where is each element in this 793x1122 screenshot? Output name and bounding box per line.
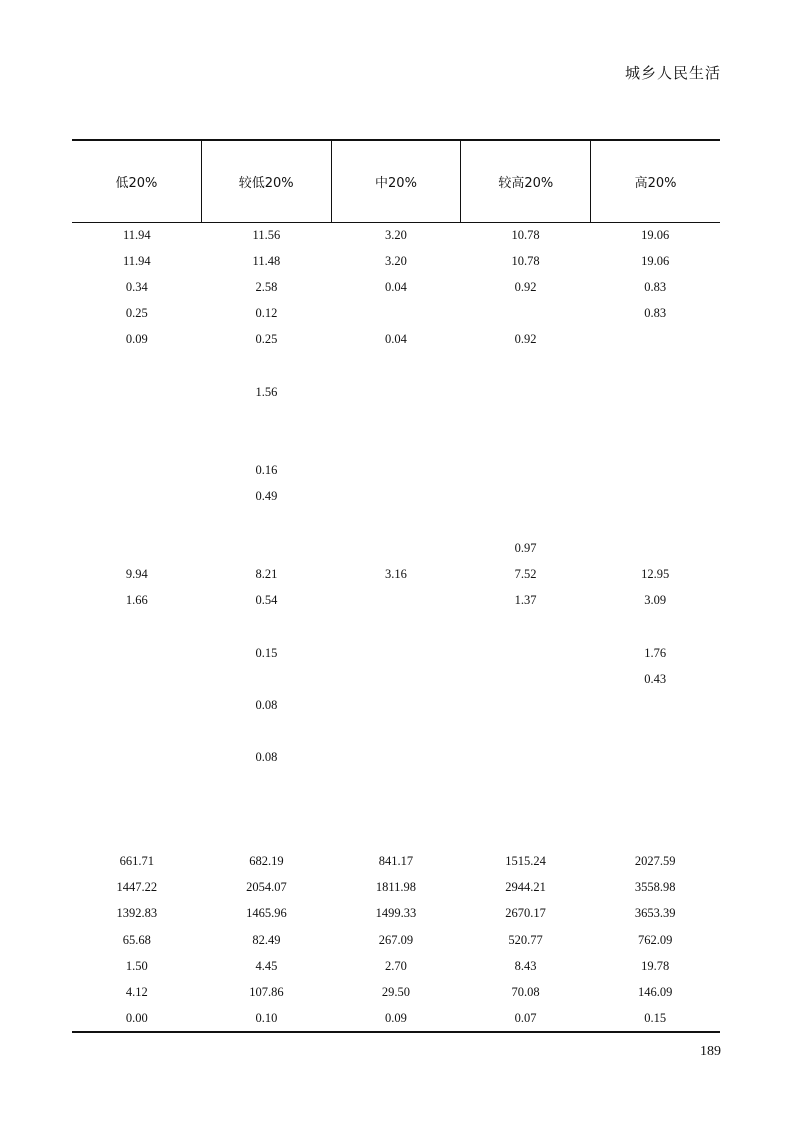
table-cell: 2054.07 bbox=[246, 880, 287, 895]
table-cell: 107.86 bbox=[249, 984, 284, 999]
table-cell bbox=[331, 457, 461, 483]
table-row bbox=[72, 405, 720, 431]
table-row bbox=[72, 509, 720, 535]
table-cell: 65.68 bbox=[122, 932, 151, 947]
page-number: 189 bbox=[700, 1044, 721, 1059]
table-cell bbox=[331, 718, 461, 744]
table-cell: 2944.21 bbox=[505, 880, 546, 895]
table-cell bbox=[72, 692, 202, 718]
table-cell bbox=[202, 405, 332, 431]
table-bottom-rule bbox=[72, 1031, 720, 1033]
table-row bbox=[72, 561, 720, 587]
table-cell bbox=[590, 483, 720, 509]
column-header-high: 高20% bbox=[590, 141, 720, 222]
table-row bbox=[72, 822, 720, 848]
table-cell bbox=[72, 509, 202, 535]
table-cell: 2.58 bbox=[255, 280, 278, 295]
table-cell: 682.19 bbox=[249, 854, 284, 869]
table-cell bbox=[331, 483, 461, 509]
table-cell bbox=[202, 822, 332, 848]
table-header bbox=[72, 139, 720, 223]
table-cell bbox=[331, 509, 461, 535]
table-cell bbox=[202, 613, 332, 639]
table-cell: 7.52 bbox=[514, 567, 537, 582]
table-row bbox=[72, 613, 720, 639]
table-cell: 3.20 bbox=[385, 228, 407, 242]
column-header-lower-middle: 较低20% bbox=[201, 141, 331, 222]
table-cell bbox=[590, 692, 720, 718]
table-cell: 1.66 bbox=[125, 593, 148, 608]
table-cell: 661.71 bbox=[119, 854, 154, 869]
table-row bbox=[72, 1005, 720, 1031]
table-cell: 1.56 bbox=[255, 384, 278, 399]
table-cell: 0.08 bbox=[255, 749, 278, 764]
table-cell bbox=[72, 744, 202, 770]
table-cell bbox=[331, 431, 461, 457]
table-row bbox=[72, 352, 720, 378]
table-cell bbox=[202, 718, 332, 744]
table-cell bbox=[590, 405, 720, 431]
table-cell bbox=[461, 405, 591, 431]
table-cell bbox=[461, 770, 591, 796]
table-row bbox=[72, 326, 720, 352]
table-cell bbox=[590, 326, 720, 352]
table-cell bbox=[461, 613, 591, 639]
table-cell bbox=[202, 352, 332, 378]
table-cell bbox=[590, 535, 720, 561]
table-cell bbox=[461, 431, 591, 457]
table-cell bbox=[590, 509, 720, 535]
table-row bbox=[72, 770, 720, 796]
table-cell: 10.78 bbox=[511, 228, 540, 242]
table-cell: 70.08 bbox=[511, 984, 540, 999]
table-cell: 1515.24 bbox=[505, 854, 546, 869]
table-cell bbox=[331, 796, 461, 822]
table-cell: 0.04 bbox=[385, 332, 407, 347]
table-cell: 0.09 bbox=[385, 1010, 407, 1025]
table-cell: 1465.96 bbox=[246, 906, 287, 921]
table-cell bbox=[461, 822, 591, 848]
table-cell: 0.43 bbox=[644, 671, 667, 686]
table-cell bbox=[331, 405, 461, 431]
table-cell bbox=[461, 692, 591, 718]
table-cell: 3.09 bbox=[644, 593, 667, 608]
table-cell bbox=[72, 405, 202, 431]
table-cell bbox=[461, 796, 591, 822]
table-cell: 3.20 bbox=[385, 254, 407, 269]
table-cell bbox=[331, 640, 461, 666]
table-cell bbox=[461, 300, 591, 326]
table-cell bbox=[461, 666, 591, 692]
table-cell bbox=[202, 509, 332, 535]
table-cell bbox=[202, 770, 332, 796]
table-cell: 0.49 bbox=[255, 488, 278, 503]
table-row bbox=[72, 848, 720, 874]
table-row bbox=[72, 874, 720, 900]
table-cell bbox=[72, 431, 202, 457]
table-cell bbox=[72, 796, 202, 822]
table-cell bbox=[72, 613, 202, 639]
table-cell: 82.49 bbox=[252, 932, 281, 947]
table-cell bbox=[72, 457, 202, 483]
table-row bbox=[72, 927, 720, 953]
table-cell: 3.16 bbox=[385, 567, 407, 582]
table-row bbox=[72, 640, 720, 666]
table-row bbox=[72, 900, 720, 926]
table-cell: 0.10 bbox=[255, 1010, 278, 1025]
table-cell: 0.92 bbox=[514, 332, 537, 347]
table-cell bbox=[461, 379, 591, 405]
table-cell: 19.78 bbox=[641, 958, 670, 973]
table-cell: 1392.83 bbox=[116, 906, 158, 921]
table-cell bbox=[72, 770, 202, 796]
table-cell: 29.50 bbox=[381, 984, 411, 999]
table-cell: 2027.59 bbox=[634, 854, 676, 869]
table-cell bbox=[72, 666, 202, 692]
table-cell: 0.92 bbox=[514, 280, 537, 295]
running-header: 城乡人民生活 bbox=[624, 66, 721, 82]
table-row bbox=[72, 796, 720, 822]
table-cell bbox=[72, 483, 202, 509]
table-cell: 3558.98 bbox=[634, 880, 676, 895]
table-cell: 0.54 bbox=[255, 593, 278, 608]
table-cell bbox=[461, 744, 591, 770]
data-table-body bbox=[72, 222, 720, 1031]
table-cell bbox=[461, 640, 591, 666]
table-cell bbox=[331, 692, 461, 718]
table-cell: 19.06 bbox=[641, 254, 670, 269]
table-cell: 0.07 bbox=[514, 1010, 537, 1025]
table-cell bbox=[331, 770, 461, 796]
table-cell bbox=[461, 457, 591, 483]
table-cell: 1447.22 bbox=[116, 880, 158, 895]
table-cell: 11.56 bbox=[252, 228, 281, 242]
table-cell: 841.17 bbox=[378, 854, 414, 869]
table-cell bbox=[331, 666, 461, 692]
table-cell: 267.09 bbox=[378, 932, 414, 947]
table-cell bbox=[72, 640, 202, 666]
table-cell bbox=[331, 352, 461, 378]
table-cell bbox=[590, 379, 720, 405]
table-cell: 0.25 bbox=[255, 332, 278, 347]
table-cell: 1811.98 bbox=[375, 880, 417, 895]
table-cell: 0.15 bbox=[644, 1010, 667, 1025]
column-header-low: 低20% bbox=[115, 176, 158, 191]
table-cell: 1.37 bbox=[514, 593, 537, 608]
table-cell: 10.78 bbox=[511, 254, 540, 269]
table-cell bbox=[331, 300, 461, 326]
table-row bbox=[72, 535, 720, 561]
table-cell: 19.06 bbox=[641, 228, 670, 242]
table-cell bbox=[72, 718, 202, 744]
table-cell: 0.12 bbox=[255, 306, 278, 321]
table-cell bbox=[331, 535, 461, 561]
table-cell: 0.25 bbox=[125, 306, 148, 321]
table-cell: 3653.39 bbox=[634, 906, 676, 921]
table-row bbox=[72, 379, 720, 405]
table-row bbox=[72, 483, 720, 509]
table-cell bbox=[590, 796, 720, 822]
column-header-upper-middle: 较高20% bbox=[460, 141, 590, 222]
table-row bbox=[72, 457, 720, 483]
table-cell bbox=[331, 744, 461, 770]
table-cell bbox=[72, 352, 202, 378]
table-cell bbox=[202, 535, 332, 561]
table-cell: 0.15 bbox=[255, 645, 278, 660]
table-cell bbox=[461, 718, 591, 744]
table-cell bbox=[590, 431, 720, 457]
table-row bbox=[72, 666, 720, 692]
table-cell bbox=[590, 352, 720, 378]
table-row bbox=[72, 222, 720, 248]
table-cell: 762.09 bbox=[637, 932, 673, 947]
table-cell: 146.09 bbox=[637, 984, 673, 999]
table-cell: 11.94 bbox=[122, 228, 151, 242]
table-cell: 0.16 bbox=[255, 462, 278, 477]
table-row bbox=[72, 248, 720, 274]
table-cell bbox=[202, 431, 332, 457]
table-cell bbox=[590, 613, 720, 639]
table-row bbox=[72, 300, 720, 326]
header-row bbox=[72, 141, 720, 222]
table-cell: 1.76 bbox=[644, 645, 667, 660]
table-cell: 520.77 bbox=[508, 932, 543, 947]
table-cell: 8.43 bbox=[514, 958, 537, 973]
table-cell: 8.21 bbox=[255, 567, 278, 582]
table-cell: 9.94 bbox=[125, 567, 148, 582]
table-cell: 0.34 bbox=[125, 280, 148, 295]
table-cell bbox=[461, 509, 591, 535]
table-cell: 0.04 bbox=[385, 280, 407, 295]
table-cell: 12.95 bbox=[641, 567, 670, 582]
table-cell: 11.48 bbox=[252, 254, 281, 269]
table-cell bbox=[461, 352, 591, 378]
table-cell: 2670.17 bbox=[505, 906, 546, 921]
table-cell bbox=[331, 379, 461, 405]
table-cell: 4.45 bbox=[255, 958, 278, 973]
table-row bbox=[72, 431, 720, 457]
table-row bbox=[72, 692, 720, 718]
table-cell bbox=[72, 535, 202, 561]
table-row bbox=[72, 953, 720, 979]
table-cell bbox=[331, 613, 461, 639]
table-cell: 0.83 bbox=[644, 306, 667, 321]
table-cell bbox=[590, 457, 720, 483]
table-row bbox=[72, 979, 720, 1005]
table-cell bbox=[202, 666, 332, 692]
table-cell bbox=[72, 822, 202, 848]
table-cell: 2.70 bbox=[385, 958, 407, 973]
table-cell bbox=[590, 718, 720, 744]
table-cell: 0.09 bbox=[125, 332, 148, 347]
table-cell bbox=[461, 483, 591, 509]
table-cell bbox=[590, 770, 720, 796]
column-header-middle: 中20% bbox=[331, 141, 461, 222]
table-row bbox=[72, 718, 720, 744]
table-cell: 0.00 bbox=[125, 1010, 148, 1025]
table-row bbox=[72, 274, 720, 300]
table-cell bbox=[202, 796, 332, 822]
table-cell: 4.12 bbox=[125, 984, 148, 999]
table-cell bbox=[331, 822, 461, 848]
table-cell bbox=[590, 744, 720, 770]
table-cell: 1.50 bbox=[125, 958, 148, 973]
table-cell bbox=[331, 587, 461, 613]
table-cell: 1499.33 bbox=[375, 906, 417, 921]
table-cell: 0.83 bbox=[644, 280, 667, 295]
table-cell: 0.08 bbox=[255, 697, 278, 712]
table-cell bbox=[72, 379, 202, 405]
table-cell: 11.94 bbox=[122, 254, 151, 269]
table-cell: 0.97 bbox=[514, 541, 537, 556]
table-row bbox=[72, 744, 720, 770]
table-row bbox=[72, 587, 720, 613]
table-cell bbox=[590, 822, 720, 848]
